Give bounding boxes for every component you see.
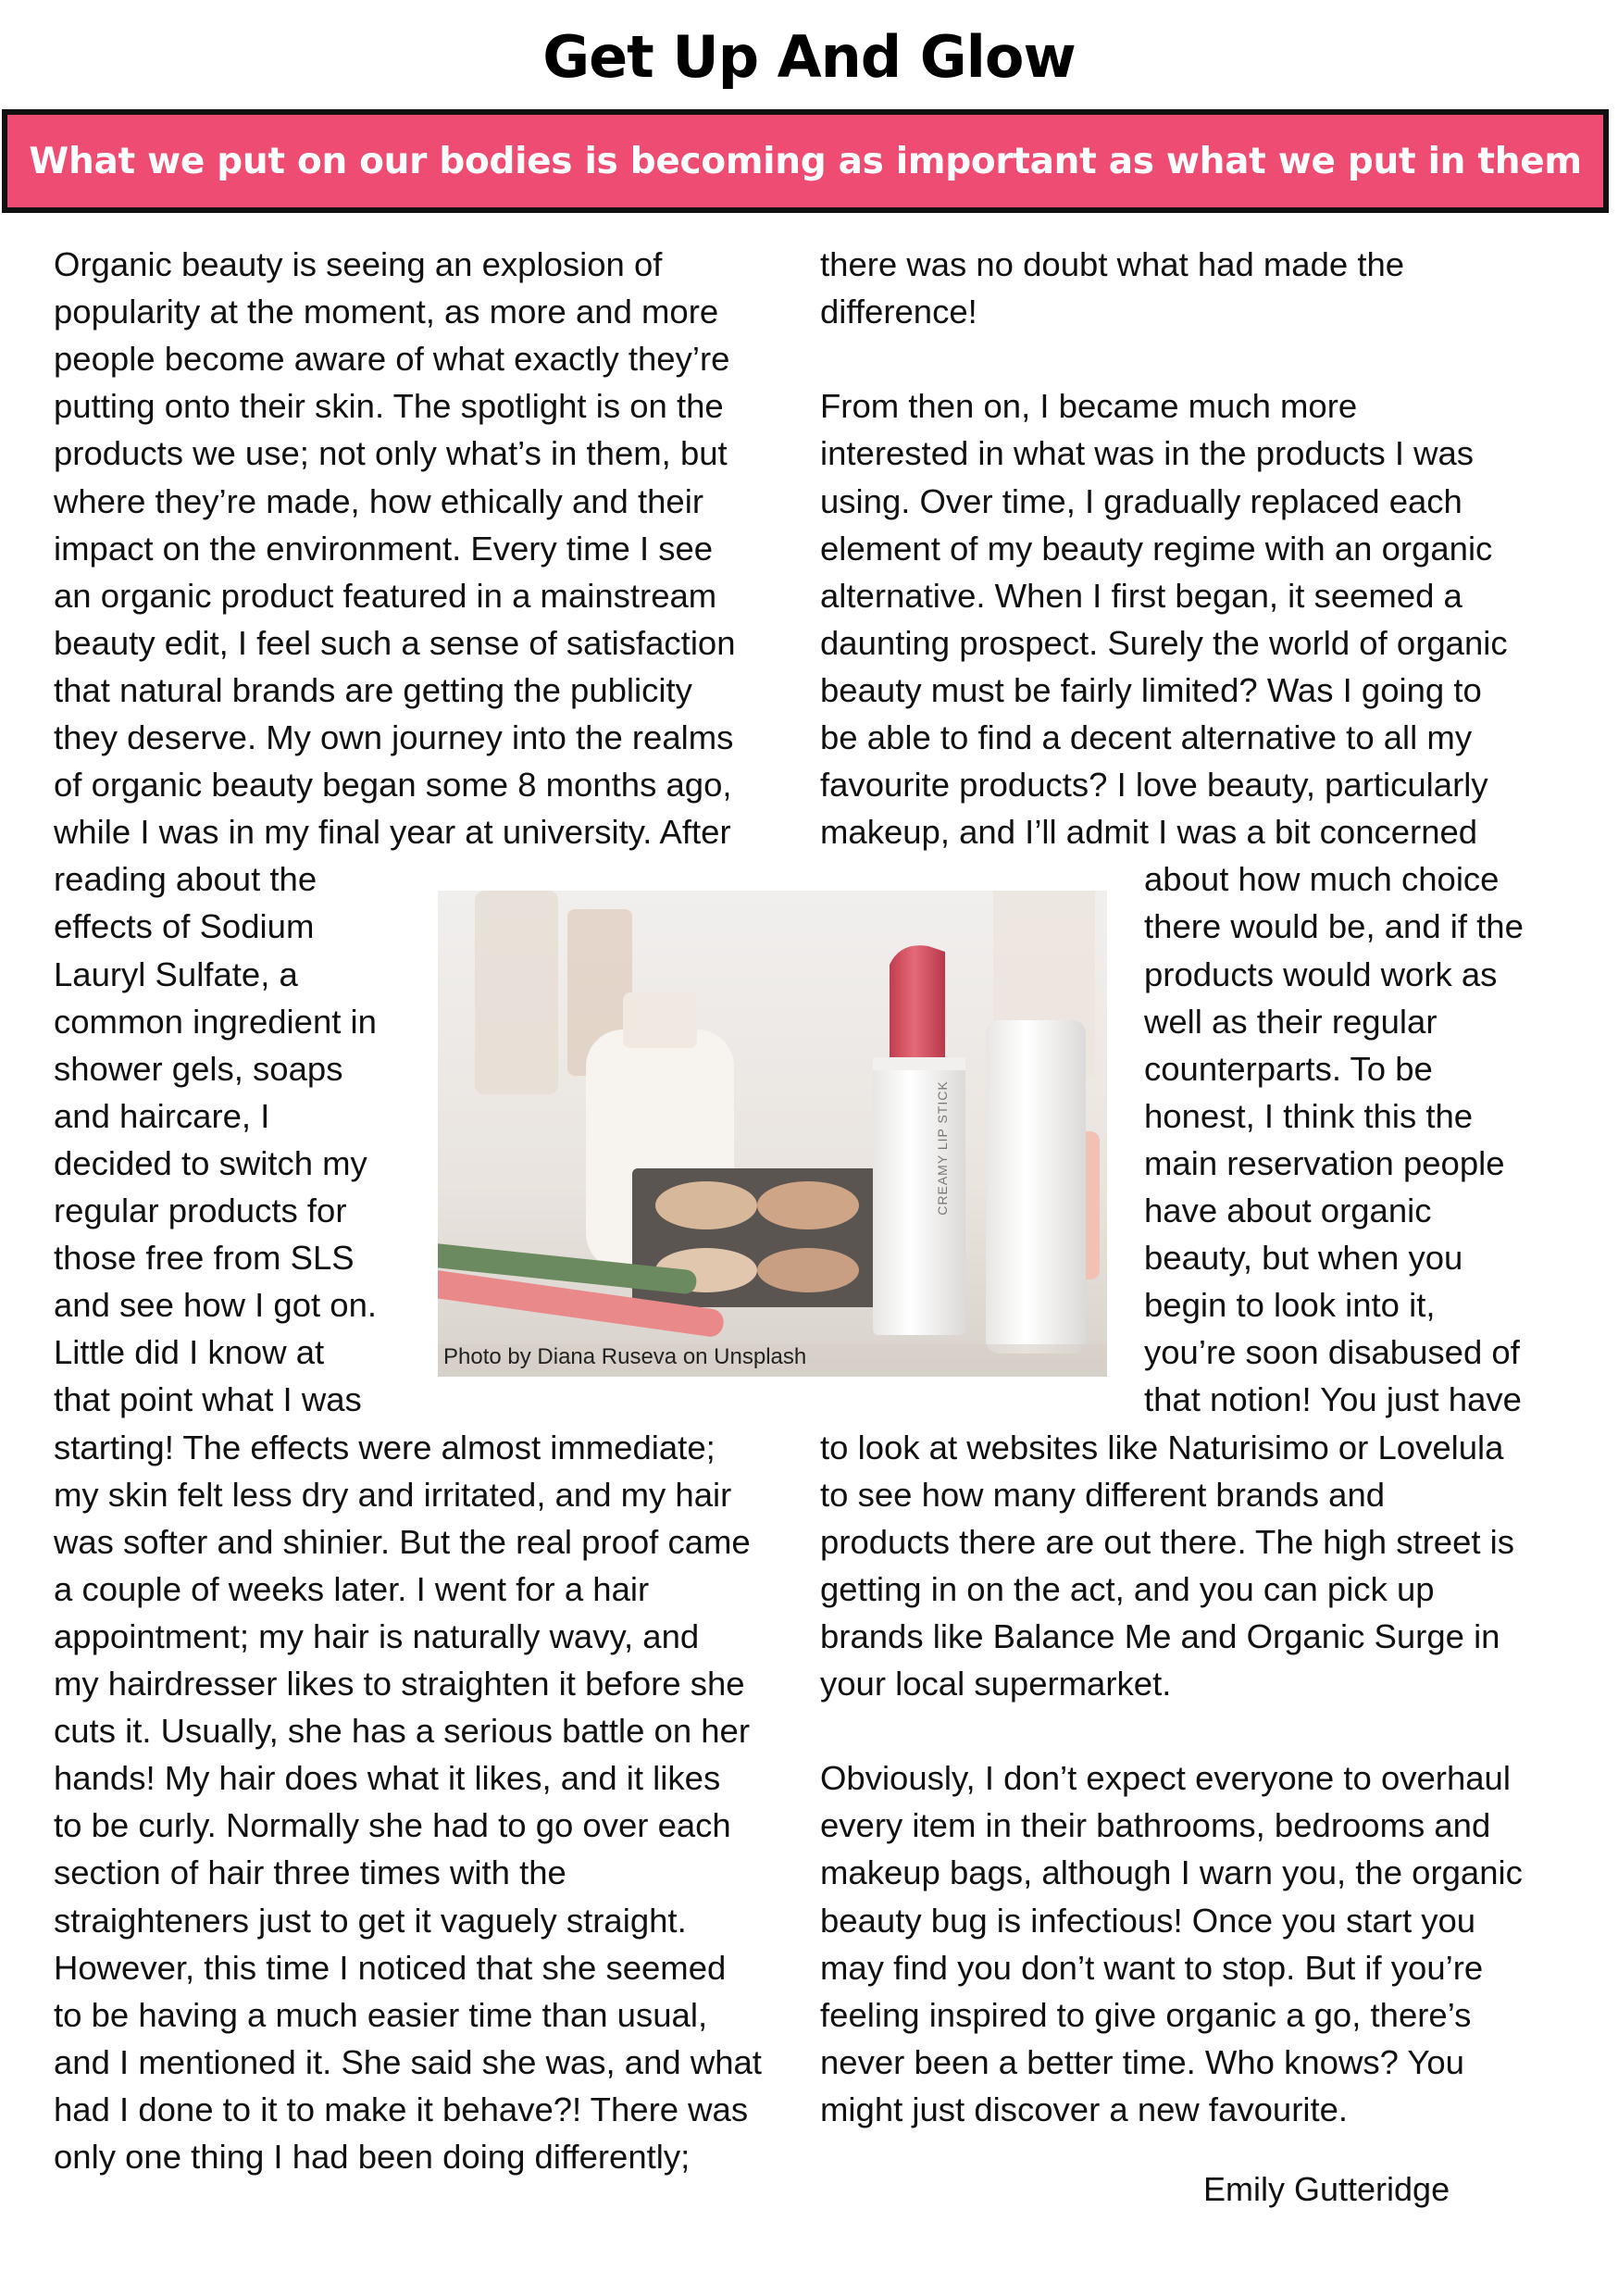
article-line: section of hair three times with the — [54, 1853, 566, 1892]
article-line: element of my beauty regime with an organic — [820, 529, 1493, 568]
article-line: impact on the environment. Every time I see — [54, 529, 714, 568]
article-line: products would work as — [1144, 955, 1498, 993]
article-line: that notion! You just have — [1144, 1380, 1522, 1419]
page-title: Get Up And Glow — [542, 23, 1076, 91]
article-line: reading about the — [54, 860, 317, 899]
article-line: about how much choice — [1144, 860, 1500, 899]
article-author: Emily Gutteridge — [1203, 2170, 1450, 2208]
article-line: you’re soon disabused of — [1144, 1333, 1520, 1372]
article-line: starting! The effects were almost immediate; — [54, 1428, 716, 1466]
article-line: main reservation people — [1144, 1143, 1505, 1182]
article-line: my skin felt less dry and irritated, and my hair — [54, 1475, 732, 1514]
article-line: effects of Sodium — [54, 907, 315, 946]
article-line: putting onto their skin. The spotlight is on the — [54, 387, 724, 426]
article-line: to be curly. Normally she had to go over each — [54, 1806, 731, 1845]
article-line: Lauryl Sulfate, a — [54, 955, 298, 993]
article-line: and see how I got on. — [54, 1286, 378, 1325]
article-line: feeling inspired to give organic a go, there’s — [820, 1995, 1472, 2034]
article-line: Organic beauty is seeing an explosion of — [54, 245, 663, 283]
article-line: brands like Balance Me and Organic Surge in — [820, 1616, 1500, 1655]
article-line: to look at websites like Naturisimo or Lovelula — [820, 1428, 1504, 1466]
article-line: and I mentioned it. She said she was, and what — [54, 2042, 762, 2081]
article-line: decided to switch my — [54, 1143, 367, 1182]
article-line: difference! — [820, 293, 977, 331]
article-line: well as their regular — [1144, 1002, 1438, 1041]
article-line: popularity at the moment, as more and more — [54, 293, 719, 331]
article-line: every item in their bathrooms, bedrooms and — [820, 1806, 1491, 1845]
article-line: of organic beauty began some 8 months ago, — [54, 766, 732, 805]
article-line: was softer and shinier. But the real proof came — [54, 1522, 751, 1561]
article-line: alternative. When I first began, it seemed a — [820, 576, 1462, 615]
article-line: beauty, but when you — [1144, 1239, 1463, 1278]
article-line: that natural brands are getting the publicity — [54, 670, 692, 709]
subtitle-banner — [2, 109, 1609, 213]
article-line: products there are out there. The high street is — [820, 1522, 1515, 1561]
article-line: there would be, and if the — [1144, 907, 1524, 946]
article-line: begin to look into it, — [1144, 1286, 1436, 1325]
article-line: and haircare, I — [54, 1096, 270, 1135]
article-line: my hairdresser likes to straighten it before she — [54, 1665, 745, 1703]
article-line: those free from SLS — [54, 1239, 355, 1278]
article-photo — [438, 891, 1107, 1377]
article-line: they deserve. My own journey into the realms — [54, 718, 734, 756]
lipstick-label: CREAMY LIP STICK — [935, 1080, 950, 1216]
article-line: makeup bags, although I warn you, the organic — [820, 1853, 1523, 1892]
article-line: have about organic — [1144, 1192, 1432, 1229]
article-line: might just discover a new favourite. — [820, 2090, 1349, 2128]
photo-credit: Photo by Diana Ruseva on Unsplash — [443, 1344, 807, 1369]
article-line: where they’re made, how ethically and their — [54, 481, 703, 520]
article-line: beauty bug is infectious! Once you start you — [820, 1901, 1476, 1940]
article-line: cuts it. Usually, she has a serious battle on her — [54, 1712, 751, 1751]
article-line: never been a better time. Who knows? You — [820, 2042, 1464, 2081]
article-line: to see how many different brands and — [820, 1475, 1386, 1514]
article-line: beauty must be fairly limited? Was I going to — [820, 670, 1482, 709]
lipstick-photo-illustration — [438, 891, 1107, 1377]
article-line: However, this time I noticed that she seemed — [54, 1948, 727, 1987]
article-line: honest, I think this the — [1144, 1096, 1474, 1135]
article-line: getting in on the act, and you can pick up — [820, 1569, 1435, 1608]
article-line: beauty edit, I feel such a sense of satisfaction — [54, 623, 736, 662]
article-line: regular products for — [54, 1192, 347, 1229]
article-line: interested in what was in the products I was — [820, 434, 1475, 473]
article-line: Little did I know at — [54, 1333, 325, 1372]
article-line: daunting prospect. Surely the world of organic — [820, 623, 1508, 662]
article-line: a couple of weeks later. I went for a hair — [54, 1569, 650, 1608]
article-line: Obviously, I don’t expect everyone to overhaul — [820, 1759, 1511, 1798]
article-line: straighteners just to get it vaguely straight. — [54, 1901, 687, 1940]
article-line: be able to find a decent alternative to all my — [820, 718, 1473, 756]
article-line: counterparts. To be — [1144, 1049, 1433, 1088]
article-line: From then on, I became much more — [820, 387, 1358, 426]
article-line: to be having a much easier time than usual, — [54, 1995, 708, 2034]
article-line: people become aware of what exactly they’re — [54, 340, 730, 379]
article-line: appointment; my hair is naturally wavy, and — [54, 1616, 700, 1655]
article-line: an organic product featured in a mainstream — [54, 576, 717, 615]
article-line: products we use; not only what’s in them, but — [54, 434, 728, 473]
article-line: may find you don’t want to stop. But if you’re — [820, 1948, 1484, 1987]
article-line: only one thing I had been doing differently; — [54, 2138, 691, 2176]
article-line: while I was in my final year at university. After — [54, 813, 731, 852]
article-line: your local supermarket. — [820, 1665, 1172, 1703]
banner-subtitle: What we put on our bodies is becoming as important as what we put in them — [29, 140, 1582, 182]
article-line: shower gels, soaps — [54, 1049, 343, 1088]
article-line: that point what I was — [54, 1380, 362, 1419]
article-line: had I done to it to make it behave?! There was — [54, 2090, 749, 2128]
article-line: makeup, and I’ll admit I was a bit concerned — [820, 813, 1478, 852]
article-line: favourite products? I love beauty, particularly — [820, 766, 1488, 805]
article-line: using. Over time, I gradually replaced each — [820, 481, 1462, 520]
article-line: common ingredient in — [54, 1002, 377, 1041]
article-line: hands! My hair does what it likes, and it likes — [54, 1759, 721, 1798]
article-line: there was no doubt what had made the — [820, 245, 1405, 283]
